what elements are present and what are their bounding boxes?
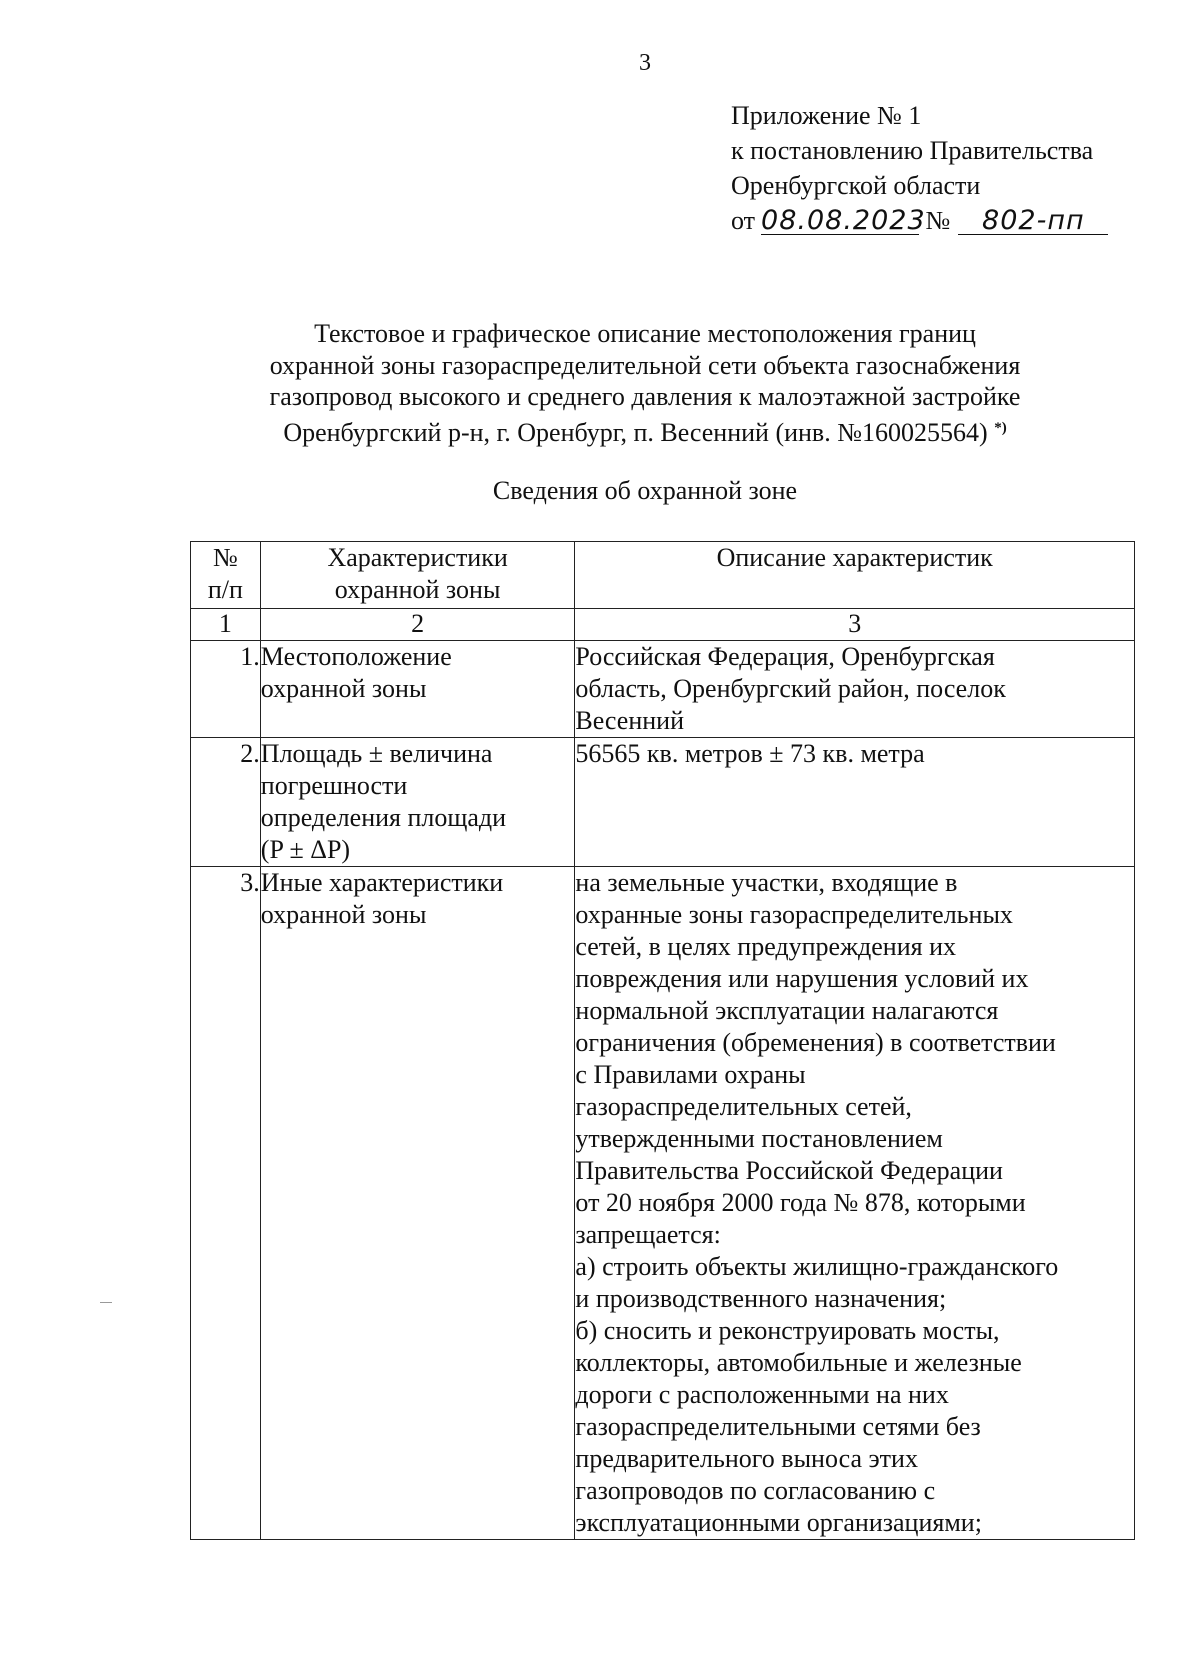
protection-zone-table bbox=[190, 541, 1135, 1540]
header-number bbox=[191, 542, 261, 609]
text-line: и производственного назначения; bbox=[575, 1284, 947, 1313]
title-line-4 bbox=[150, 413, 1140, 449]
row-characteristic bbox=[260, 738, 575, 867]
column-number-1: 1 bbox=[191, 609, 261, 641]
text-line: охранной зоны bbox=[260, 674, 427, 703]
handwritten-number: 802-пп bbox=[958, 208, 1108, 235]
text-line: газопроводов по согласованию с bbox=[575, 1476, 936, 1505]
appendix-line-2: к постановлению Правительства bbox=[731, 136, 1094, 165]
text-line: погрешности bbox=[260, 771, 408, 800]
table-row bbox=[191, 738, 1135, 867]
appendix-header bbox=[731, 98, 1108, 238]
text-line: охранные зоны газораспределительных bbox=[575, 900, 1013, 929]
text-line: Весенний bbox=[575, 706, 684, 735]
row-description bbox=[575, 641, 1135, 738]
text-line: предварительного выноса этих bbox=[575, 1444, 918, 1473]
text-line: б) сносить и реконструировать мосты, bbox=[575, 1316, 1000, 1345]
text-line: коллекторы, автомобильные и железные bbox=[575, 1348, 1022, 1377]
title-line-4-text: Оренбургский р-н, г. Оренбург, п. Весенний (инв. №160025564) bbox=[283, 417, 988, 447]
title-line-1: Текстовое и графическое описание местоположения границ bbox=[314, 319, 976, 348]
appendix-line-3: Оренбургской области bbox=[731, 171, 981, 200]
from-label: от bbox=[731, 206, 756, 235]
text-line: сетей, в целях предупреждения их bbox=[575, 932, 957, 961]
header-number-line-2: п/п bbox=[207, 575, 243, 604]
text-line: нормальной эксплуатации налагаются bbox=[575, 996, 999, 1025]
row-characteristic bbox=[260, 867, 575, 1540]
header-characteristics-line-1: Характеристики bbox=[327, 543, 508, 572]
text-line: от 20 ноября 2000 года № 878, которыми bbox=[575, 1188, 1026, 1217]
text-line: Иные характеристики bbox=[260, 868, 504, 897]
table-row bbox=[191, 867, 1135, 1540]
appendix-line-1: Приложение № 1 bbox=[731, 101, 922, 130]
title-line-3: газопровод высокого и среднего давления к малоэтажной застройке bbox=[269, 382, 1021, 411]
text-line: Местоположение bbox=[260, 642, 452, 671]
document-title bbox=[150, 318, 1140, 448]
text-line: на земельные участки, входящие в bbox=[575, 868, 958, 897]
text-line: а) строить объекты жилищно-гражданского bbox=[575, 1252, 1059, 1281]
text-line: Площадь ± величина bbox=[260, 739, 493, 768]
row-description bbox=[575, 738, 1135, 867]
text-line: охранной зоны bbox=[260, 900, 427, 929]
text-line: ограничения (обременения) в соответствии bbox=[575, 1028, 1056, 1057]
table-header-row bbox=[191, 542, 1135, 609]
text-line: 56565 кв. метров ± 73 кв. метра bbox=[575, 739, 925, 768]
text-line: утвержденными постановлением bbox=[575, 1124, 943, 1153]
text-line: определения площади bbox=[260, 803, 507, 832]
handwritten-date: 08.08.2023 bbox=[761, 205, 926, 236]
number-label: № bbox=[925, 206, 951, 235]
row-index: 2. bbox=[191, 738, 261, 867]
column-number-row bbox=[191, 609, 1135, 641]
scan-artifact bbox=[100, 1302, 112, 1303]
text-line: с Правилами охраны bbox=[575, 1060, 806, 1089]
header-description-text: Описание характеристик bbox=[716, 543, 993, 572]
text-line: Правительства Российской Федерации bbox=[575, 1156, 1003, 1185]
title-line-2: охранной зоны газораспределительной сети объекта газоснабжения bbox=[269, 350, 1021, 380]
header-number-line-1: № bbox=[212, 543, 238, 572]
header-description bbox=[575, 542, 1135, 609]
section-title: Сведения об охранной зоне bbox=[492, 476, 798, 505]
text-line: повреждения или нарушения условий их bbox=[575, 964, 1029, 993]
header-characteristics bbox=[260, 542, 575, 609]
text-line: запрещается: bbox=[575, 1220, 721, 1249]
column-number-3: 3 bbox=[575, 609, 1135, 641]
header-characteristics-line-2: охранной зоны bbox=[334, 575, 501, 604]
appendix-date-line bbox=[731, 203, 1108, 238]
text-line: Российская Федерация, Оренбургская bbox=[575, 642, 995, 671]
column-number-2: 2 bbox=[260, 609, 575, 641]
text-line: газораспределительных сетей, bbox=[575, 1092, 912, 1121]
table-row bbox=[191, 641, 1135, 738]
row-description bbox=[575, 867, 1135, 1540]
row-index: 3. bbox=[191, 867, 261, 1540]
text-line: газораспределительными сетями без bbox=[575, 1412, 981, 1441]
row-index: 1. bbox=[191, 641, 261, 738]
text-line: эксплуатационными организациями; bbox=[575, 1508, 982, 1537]
footnote-mark: *) bbox=[994, 419, 1007, 436]
text-line: (P ± ΔP) bbox=[260, 835, 351, 864]
page-number: 3 bbox=[639, 50, 651, 76]
row-characteristic bbox=[260, 641, 575, 738]
text-line: дороги с расположенными на них bbox=[575, 1380, 949, 1409]
text-line: область, Оренбургский район, поселок bbox=[575, 674, 1006, 703]
